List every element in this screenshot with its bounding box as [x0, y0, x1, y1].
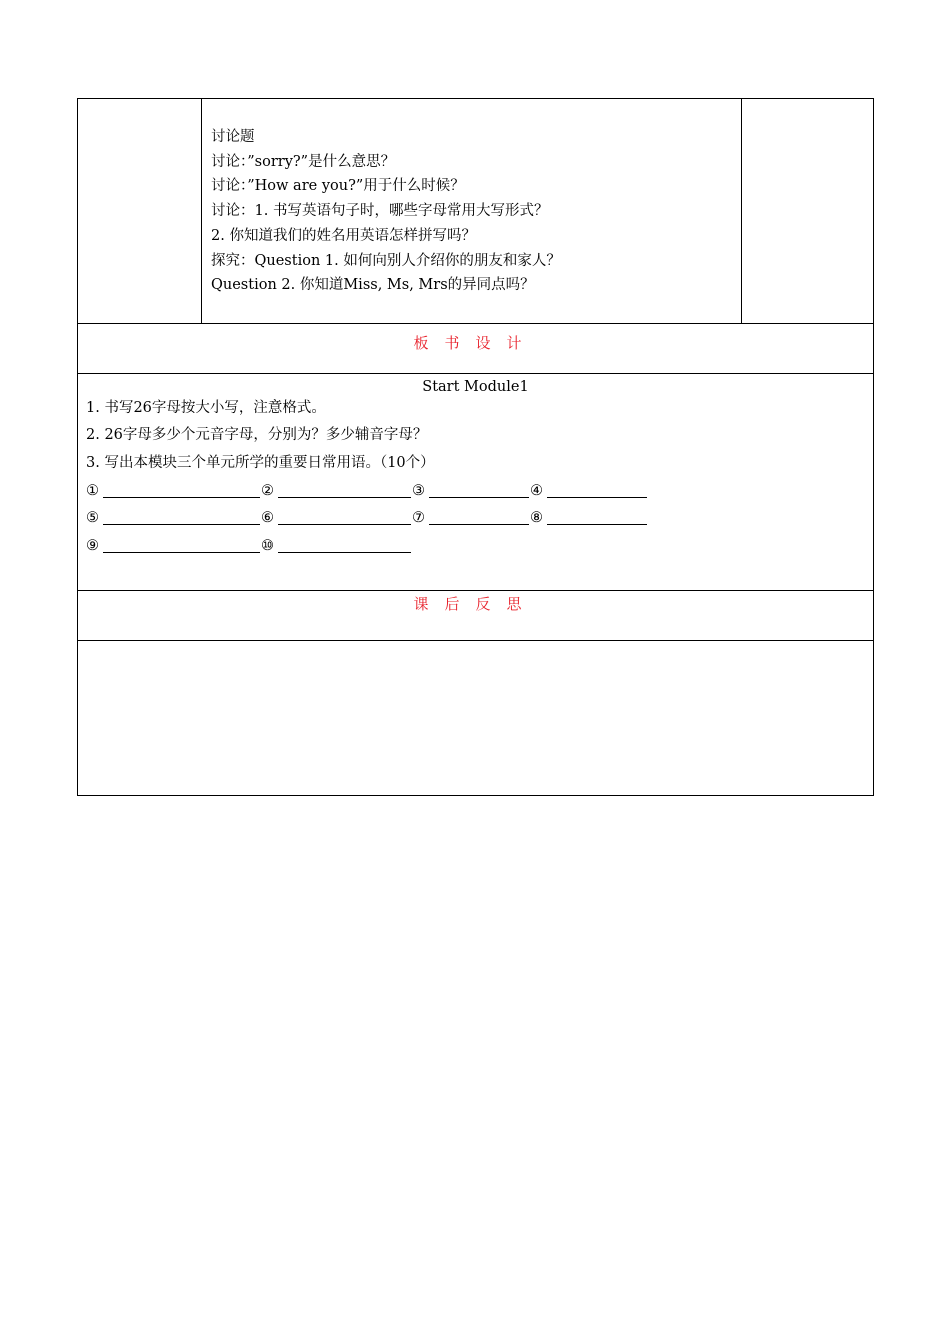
board-item: 1. 书写26字母按大小写，注意格式。 [86, 400, 326, 416]
answer-blank [278, 524, 411, 525]
blank-number: ② [261, 483, 274, 499]
board-item: 3. 写出本模块三个单元所学的重要日常用语。（10个） [86, 455, 435, 471]
blank-number: ① [86, 483, 99, 499]
lesson-plan-table [77, 98, 874, 796]
answer-blank [103, 524, 260, 525]
discussion-title: 讨论题 [211, 129, 255, 145]
board-design-heading: 板书设计 [413, 334, 538, 352]
answer-blank [429, 524, 529, 525]
answer-blank [278, 552, 411, 553]
table-border-top [77, 98, 874, 99]
table-border-left [77, 98, 78, 796]
blank-number: ⑥ [261, 510, 274, 526]
discussion-line: 讨论：”How are you?”用于什么时候？ [211, 178, 465, 194]
discussion-line: 讨论：1. 书写英语句子时，哪些字母常用大写形式？ [211, 203, 549, 219]
answer-blank [547, 497, 647, 498]
answer-blank [103, 497, 260, 498]
module-title: Start Module1 [422, 379, 529, 395]
blank-number: ③ [412, 483, 425, 499]
column-divider [201, 98, 202, 323]
blank-number: ⑤ [86, 510, 99, 526]
row-divider [77, 373, 874, 374]
blank-number: ⑩ [261, 538, 274, 554]
blank-number: ⑧ [530, 510, 543, 526]
row-divider [77, 323, 874, 324]
discussion-line: Question 2. 你知道Miss, Ms, Mrs的异同点吗？ [211, 277, 535, 293]
reflection-heading: 课后反思 [413, 595, 538, 613]
blank-number: ④ [530, 483, 543, 499]
answer-blank [429, 497, 529, 498]
discussion-line: 讨论：”sorry?”是什么意思？ [211, 154, 396, 170]
answer-blank [103, 552, 260, 553]
table-border-bottom [77, 795, 874, 796]
discussion-line: 2. 你知道我们的姓名用英语怎样拼写吗？ [211, 228, 476, 244]
column-divider [741, 98, 742, 323]
board-item: 2. 26字母多少个元音字母，分别为？多少辅音字母？ [86, 427, 428, 443]
table-border-right [873, 98, 874, 796]
row-divider [77, 640, 874, 641]
answer-blank [547, 524, 647, 525]
answer-blank [278, 497, 411, 498]
row-divider [77, 590, 874, 591]
blank-number: ⑨ [86, 538, 99, 554]
blank-number: ⑦ [412, 510, 425, 526]
discussion-line: 探究：Question 1. 如何向别人介绍你的朋友和家人？ [211, 253, 561, 269]
